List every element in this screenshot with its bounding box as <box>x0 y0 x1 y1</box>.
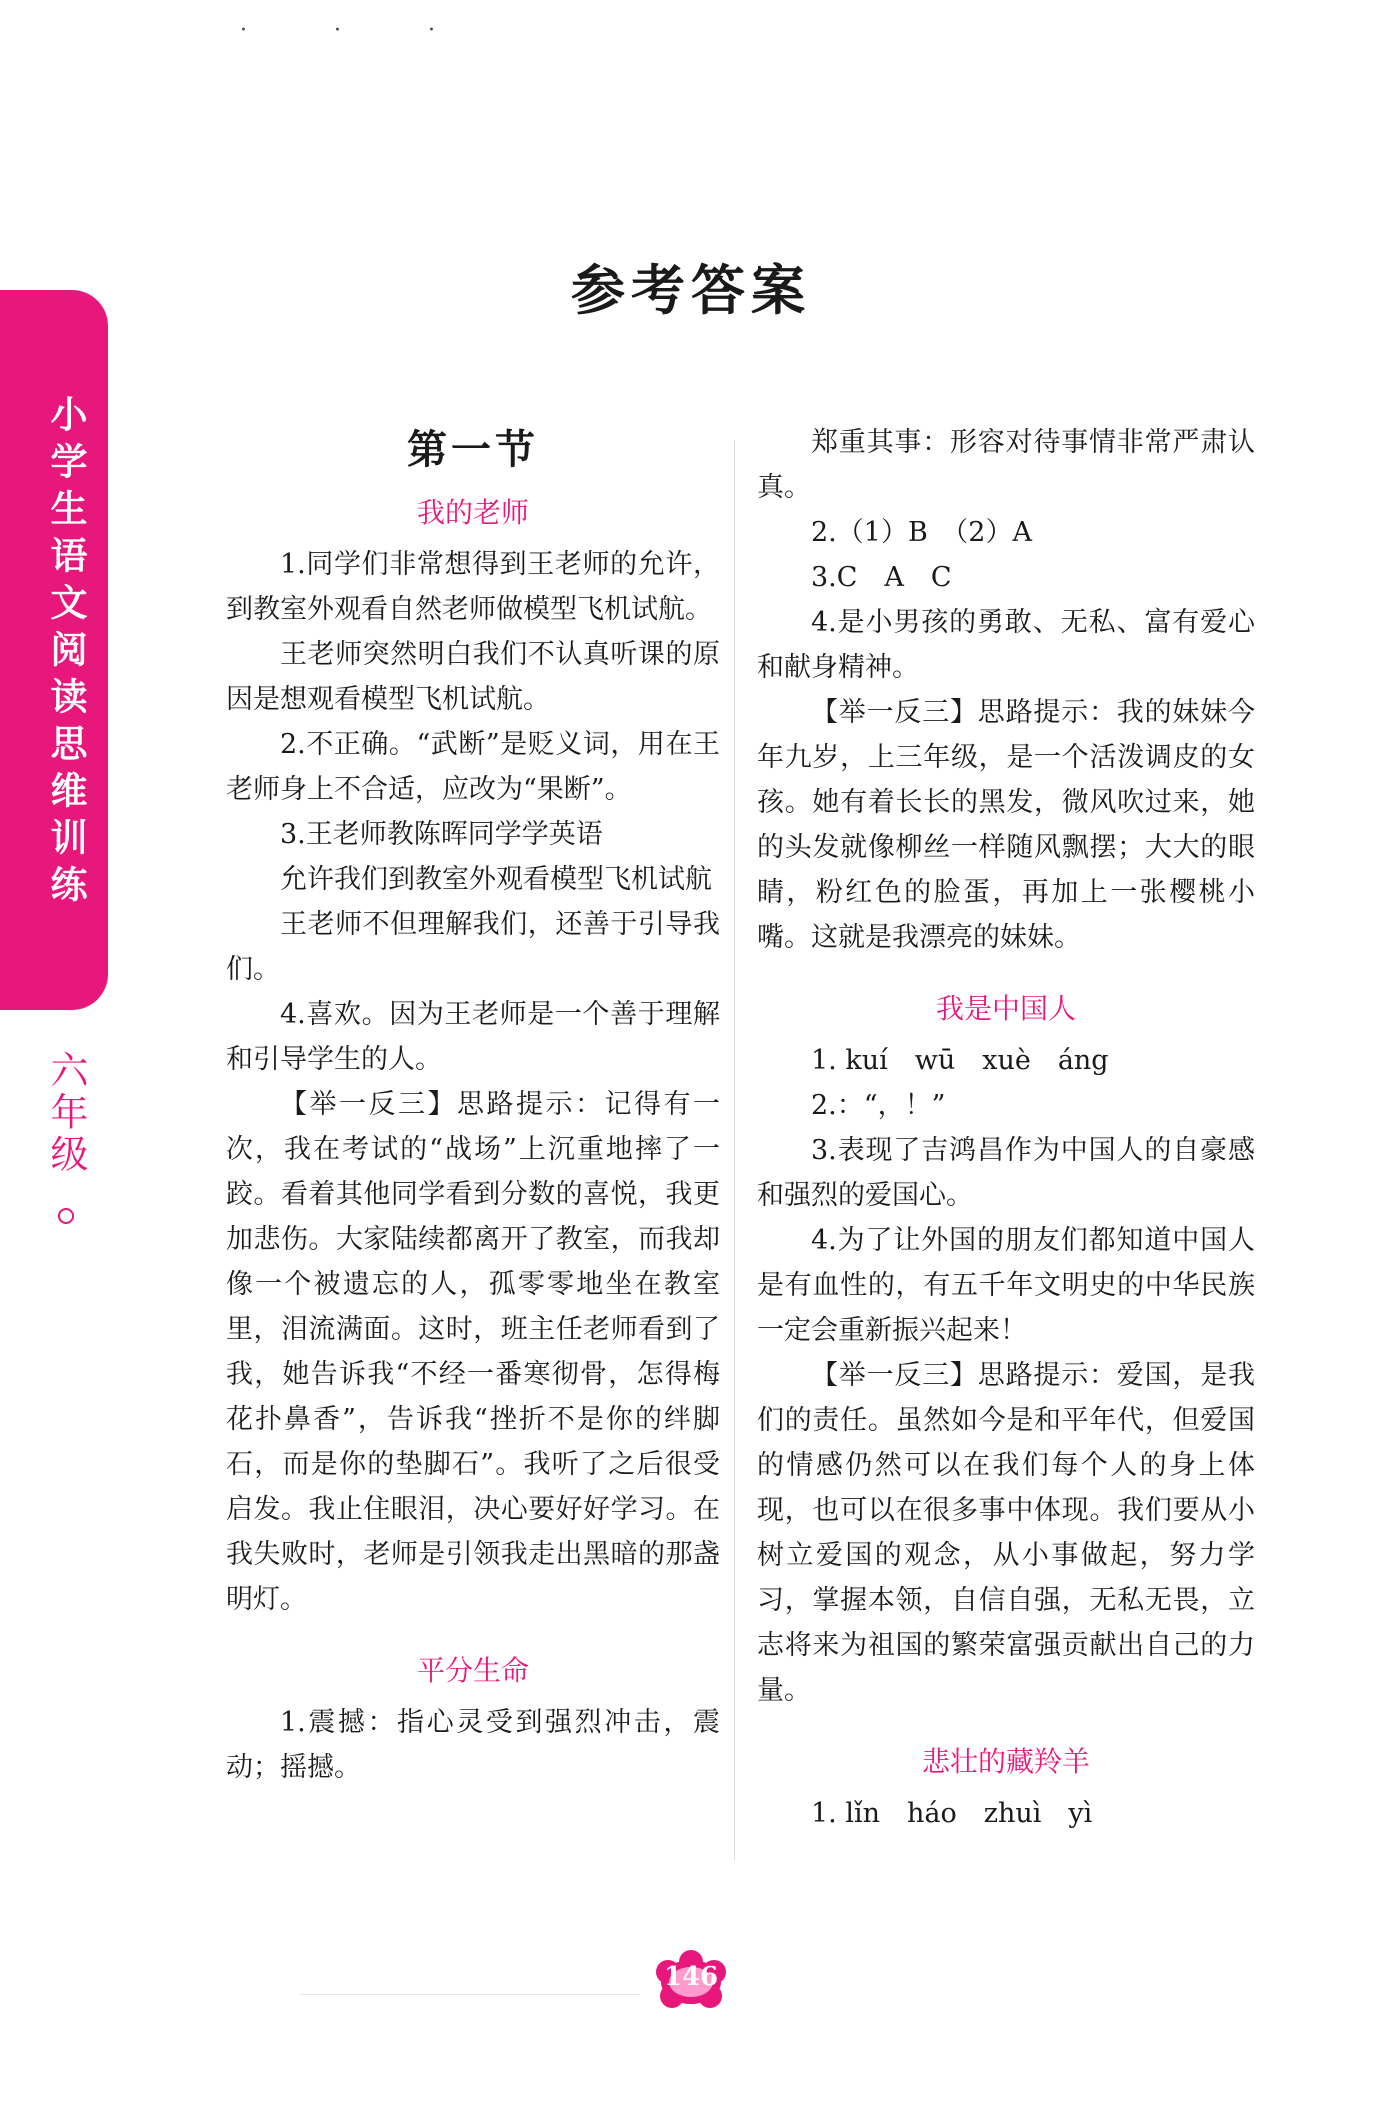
heading-share-life: 平分生命 <box>416 1654 529 1687</box>
answer-paragraph: 1.同学们非常想得到王老师的允许，到教室外观看自然老师做模型飞机试航。 <box>226 549 720 625</box>
answer-paragraph: 允许我们到教室外观看模型飞机试航 <box>280 864 712 895</box>
column-divider <box>734 440 735 1860</box>
series-title: 小学生语文阅读思维训练 <box>44 395 87 912</box>
page-number: 146 <box>663 1962 719 1992</box>
answer-paragraph: 【举一反三】思路提示：爱国，是我们的责任。虽然如今是和平年代，但爱国的情感仍然可以在我们每个人的身上体现，也可以在很多事中体现。我们要从小树立爱国的观念，从小事做起，努力学习，掌握本领，自信自强，无私无畏，立志将来为祖国的繁荣富强贡献出自己的力量。 <box>757 1360 1255 1706</box>
answer-paragraph: 王老师突然明白我们不认真听课的原因是想观看模型飞机试航。 <box>226 639 720 715</box>
page-title: 参考答案 <box>571 258 811 322</box>
answer-paragraph: 2.（1）B （2）A <box>811 517 1032 548</box>
answer-paragraph: 郑重其事：形容对待事情非常严肃认真。 <box>757 427 1255 503</box>
footer-rule <box>300 1994 640 1995</box>
answer-paragraph: 3.表现了吉鸿昌作为中国人的自豪感和强烈的爱国心。 <box>757 1135 1255 1211</box>
answer-paragraph: 1. lǐn háo zhuì yì <box>811 1798 1093 1829</box>
answer-paragraph: 王老师不但理解我们，还善于引导我们。 <box>226 909 720 985</box>
answer-paragraph: 2.：“，！” <box>811 1090 946 1121</box>
heading-my-teacher: 我的老师 <box>416 496 529 529</box>
answer-paragraph: 【举一反三】思路提示：我的妹妹今年九岁，上三年级，是一个活泼调皮的女孩。她有着长长的黑发，微风吹过来，她的头发就像柳丝一样随风飘摆；大大的眼睛，粉红色的脸蛋，再加上一张樱桃小嘴。这就是我漂亮的妹妹。 <box>757 697 1255 953</box>
answer-paragraph: 1. kuí wū xuè áng <box>811 1045 1109 1076</box>
answer-paragraph: 1.震撼：指心灵受到强烈冲击，震动；摇撼。 <box>226 1707 720 1783</box>
section-title: 第一节 <box>407 426 539 473</box>
right-column <box>757 420 1255 1836</box>
answer-paragraph: 【举一反三】思路提示：记得有一次，我在考试的“战场”上沉重地摔了一跤。看着其他同学看到分数的喜悦，我更加悲伤。大家陆续都离开了教室，而我却像一个被遗忘的人，孤零零地坐在教室里，泪流满面。这时，班主任老师看到了我，她告诉我“不经一番寒彻骨，怎得梅花扑鼻香”，告诉我“挫折不是你的绊脚石，而是你的垫脚石”。我听了之后很受启发。我止住眼泪，决心要好好学习。在我失败时，老师是引领我走出黑暗的那盏明灯。 <box>226 1089 720 1615</box>
scan-marks: · · · <box>240 18 475 43</box>
answer-paragraph: 3.C A C <box>811 562 952 593</box>
answer-paragraph: 4.喜欢。因为王老师是一个善于理解和引导学生的人。 <box>226 999 720 1075</box>
answer-paragraph: 4.是小男孩的勇敢、无私、富有爱心和献身精神。 <box>757 607 1255 683</box>
grade-label: 六年级 <box>44 1050 88 1176</box>
answer-paragraph: 3.王老师教陈晖同学学英语 <box>280 819 603 850</box>
answer-paragraph: 4.为了让外国的朋友们都知道中国人是有血性的，有五千年文明史的中华民族一定会重新振兴起来！ <box>757 1225 1255 1346</box>
answer-paragraph: 2.不正确。“武断”是贬义词，用在王老师身上不合适，应改为“果断”。 <box>226 729 720 805</box>
heading-tibetan-antelope: 悲壮的藏羚羊 <box>921 1745 1090 1778</box>
heading-i-am-chinese: 我是中国人 <box>935 992 1076 1025</box>
grade-dot-icon <box>58 1208 74 1224</box>
left-column <box>226 420 720 1790</box>
